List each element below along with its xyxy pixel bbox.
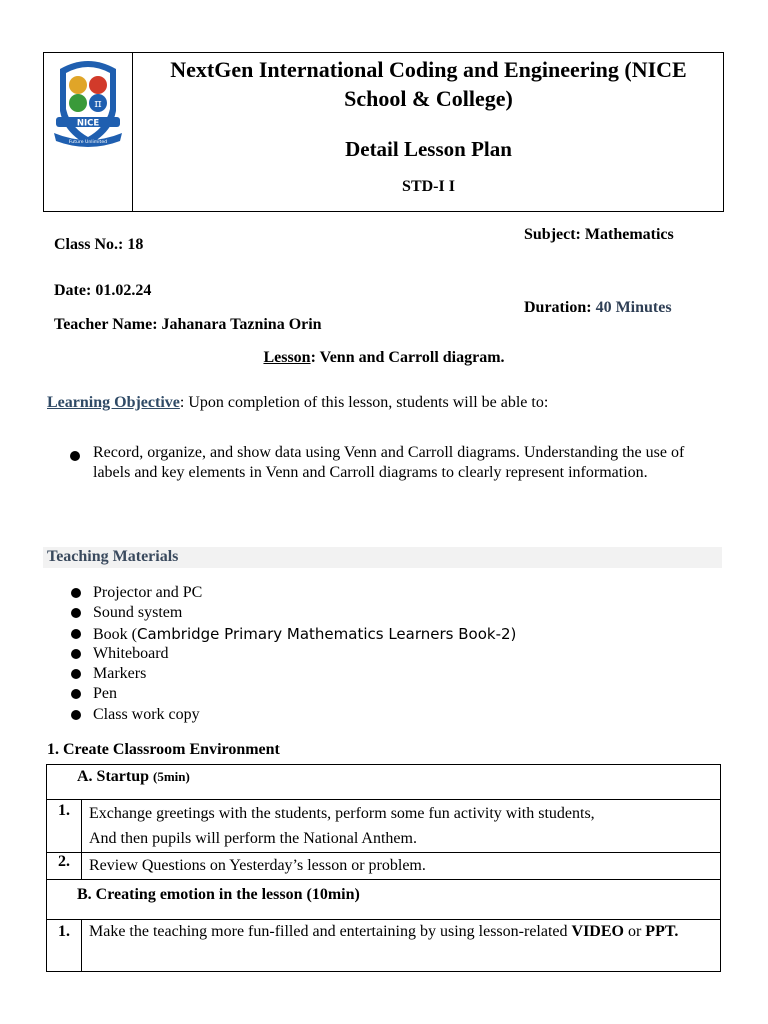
table-row <box>47 920 721 972</box>
school-name: NextGen International Coding and Engineering (NICE School & College) <box>170 57 687 111</box>
lesson-title: : Venn and Carroll diagram. <box>310 349 505 366</box>
row-text-line: Exchange greetings with the students, perform some fun activity with students, <box>89 805 595 822</box>
bullet-icon <box>71 629 81 639</box>
emotion-heading: B. Creating emotion in the lesson (10min) <box>47 880 721 920</box>
row-text-part: Make the teaching more fun-filled and entertaining by using lesson-related <box>89 923 572 940</box>
lesson-plan-table <box>46 764 721 972</box>
logo-text: NICE <box>76 118 100 129</box>
duration <box>524 299 672 317</box>
material-label: Whiteboard <box>93 644 169 662</box>
book-title: Cambridge Primary Mathematics Learners Book-2) <box>137 624 517 643</box>
row-text-part: or <box>623 923 646 940</box>
row-text-line: And then pupils will perform the National Anthem. <box>89 830 417 847</box>
list-item <box>70 664 516 684</box>
list-item <box>70 624 516 644</box>
list-item <box>70 603 516 623</box>
video-label: VIDEO <box>571 923 624 940</box>
row-number: 1. <box>47 920 82 972</box>
table-row <box>47 800 721 853</box>
material-label: Sound system <box>93 604 183 622</box>
lesson-line <box>0 349 768 367</box>
teacher-name: Teacher Name: Jahanara Taznina Orin <box>54 316 322 333</box>
school-crest-logo-icon <box>50 55 126 151</box>
table-row <box>47 853 721 880</box>
duration-value: 40 Minutes <box>595 299 672 316</box>
svg-text:π: π <box>94 97 102 110</box>
logo-motto: Future Unlimited <box>68 140 108 145</box>
material-label: Book ( <box>93 625 137 643</box>
doc-title: Detail Lesson Plan <box>345 137 512 161</box>
bullet-icon <box>70 451 80 461</box>
objective-label: Learning Objective <box>47 394 180 411</box>
ppt-label: PPT. <box>645 923 679 940</box>
header-box <box>43 52 724 212</box>
teaching-materials-heading: Teaching Materials <box>47 548 179 565</box>
material-label: Class work copy <box>93 705 200 723</box>
date: Date: 01.02.24 <box>54 282 152 299</box>
material-label: Markers <box>93 665 147 683</box>
subject: Subject: Mathematics <box>524 226 674 243</box>
bullet-icon <box>71 669 81 679</box>
bullet-icon <box>71 689 81 699</box>
row-text <box>82 800 721 853</box>
learning-objective <box>47 394 548 412</box>
std-label: STD-I I <box>402 178 455 195</box>
bullet-icon <box>71 608 81 618</box>
list-item <box>70 583 516 603</box>
materials-list <box>70 583 516 725</box>
objective-bullet: Record, organize, and show data using Venn and Carroll diagrams. Understanding the use of labels and key elements in Venn and Carroll diagrams to clearly represent information. <box>93 444 685 481</box>
startup-heading <box>47 765 721 800</box>
material-label: Pen <box>93 685 117 703</box>
row-text <box>82 920 721 972</box>
row-number: 1. <box>47 800 82 853</box>
startup-title: A. Startup <box>77 768 150 785</box>
list-item <box>70 705 516 725</box>
material-label: Projector and PC <box>93 584 203 601</box>
bullet-icon <box>71 710 81 720</box>
lesson-label: Lesson <box>263 349 311 366</box>
table-row <box>47 880 721 920</box>
class-no: Class No.: 18 <box>54 236 144 253</box>
logo-cell <box>44 53 133 211</box>
objective-intro: : Upon completion of this lesson, students will be able to: <box>179 394 549 411</box>
list-item <box>70 644 516 664</box>
table-row <box>47 765 721 800</box>
row-text: Review Questions on Yesterday’s lesson or problem. <box>82 853 721 880</box>
bullet-icon <box>71 588 81 598</box>
startup-time: (5min) <box>153 769 190 784</box>
duration-label: Duration: <box>524 299 596 316</box>
section-heading: 1. Create Classroom Environment <box>47 741 280 758</box>
list-item <box>70 684 516 704</box>
bullet-icon <box>71 649 81 659</box>
row-number: 2. <box>47 853 82 880</box>
